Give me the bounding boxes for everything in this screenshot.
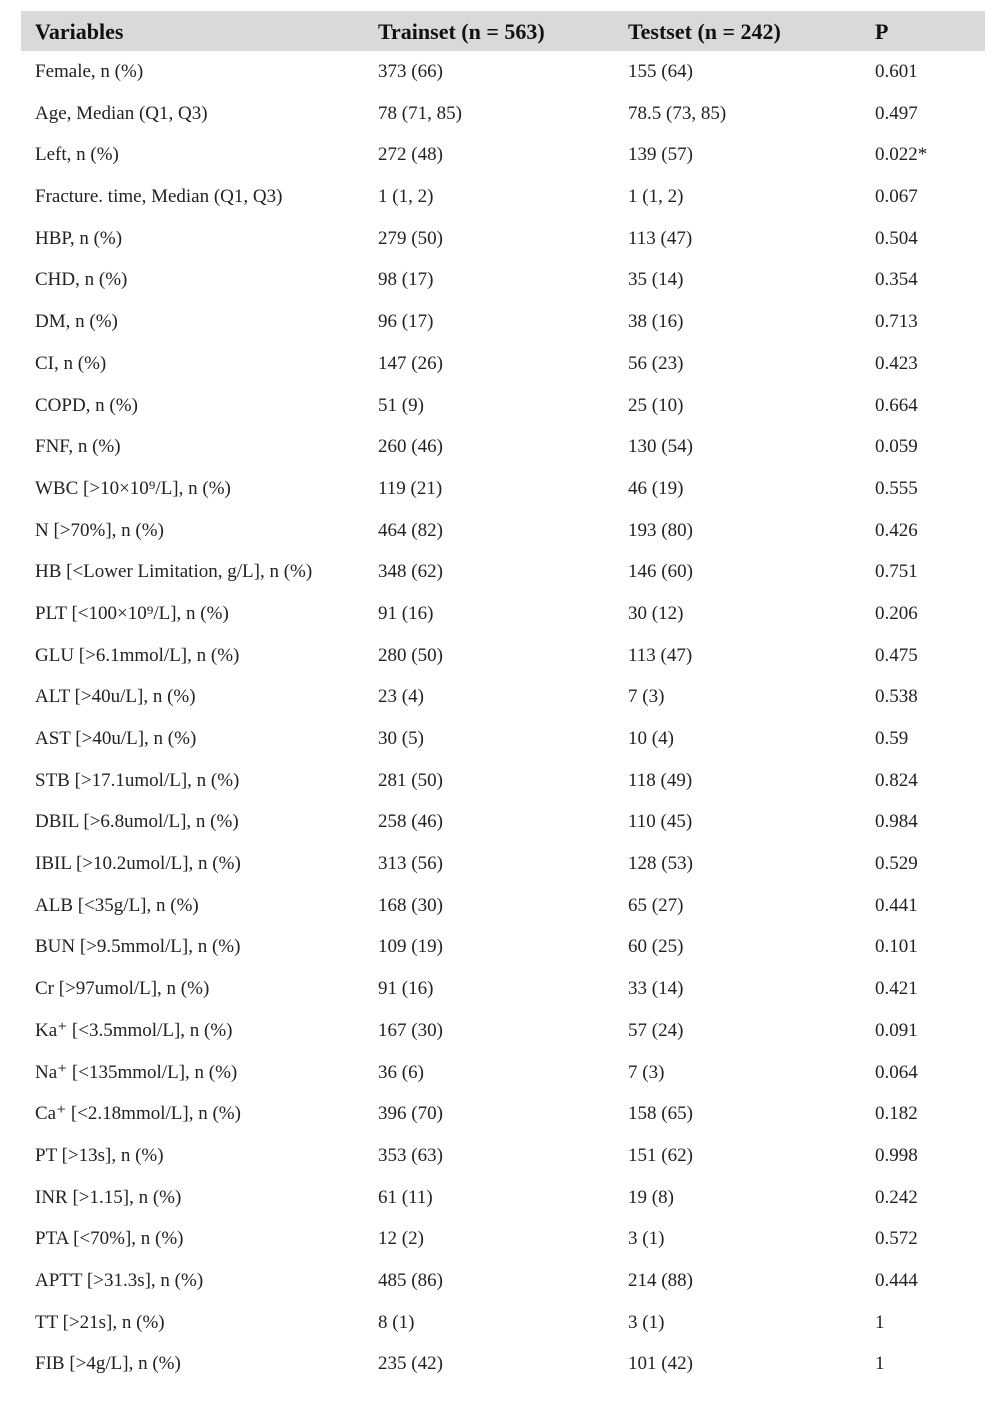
trainset-cell: 30 (5) [378, 728, 424, 749]
trainset-cell: 373 (66) [378, 61, 443, 82]
variable-cell: Female, n (%) [35, 61, 144, 82]
trainset-cell: 258 (46) [378, 811, 443, 833]
p-value-cell: 0.101 [875, 936, 918, 958]
header-p-value: P [875, 19, 889, 44]
p-value-cell: 0.984 [875, 811, 918, 833]
table-row [21, 301, 985, 343]
p-value-cell: 0.59 [875, 728, 909, 749]
p-value-cell: 0.441 [875, 894, 918, 916]
testset-cell: 38 (16) [628, 311, 684, 333]
testset-cell: 10 (4) [628, 728, 674, 749]
testset-cell: 151 (62) [628, 1144, 693, 1166]
header-trainset: Trainset (n = 563) [378, 19, 545, 44]
testset-cell: 46 (19) [628, 477, 684, 499]
p-value-cell: 0.064 [875, 1061, 918, 1083]
trainset-cell: 61 (11) [378, 1186, 433, 1208]
table-row [21, 134, 985, 176]
variable-cell: IBIL [>10.2umol/L], n (%) [35, 853, 241, 875]
testset-cell: 1 (1, 2) [628, 186, 684, 208]
variable-cell: FIB [>4g/L], n (%) [35, 1353, 181, 1375]
trainset-cell: 12 (2) [378, 1228, 424, 1250]
p-value-cell: 0.475 [875, 644, 918, 666]
variable-cell: N [>70%], n (%) [35, 519, 164, 541]
testset-cell: 113 (47) [628, 644, 693, 666]
testset-cell: 25 (10) [628, 394, 684, 416]
testset-cell: 214 (88) [628, 1269, 693, 1291]
p-value-cell: 0.572 [875, 1228, 918, 1250]
variable-cell: ALB [<35g/L], n (%) [35, 894, 199, 916]
header-variables: Variables [35, 19, 124, 44]
table-row [21, 593, 985, 635]
p-value-cell: 0.497 [875, 102, 918, 124]
trainset-cell: 167 (30) [378, 1019, 443, 1041]
variable-cell: DBIL [>6.8umol/L], n (%) [35, 811, 239, 833]
trainset-cell: 313 (56) [378, 853, 443, 875]
variable-cell: GLU [>6.1mmol/L], n (%) [35, 644, 240, 666]
p-value-cell: 0.022* [875, 144, 928, 166]
p-value-cell: 0.421 [875, 978, 918, 1000]
table-row [21, 1052, 985, 1094]
p-value-cell: 0.206 [875, 602, 918, 624]
table-row [21, 1010, 985, 1052]
p-value-cell: 0.664 [875, 394, 918, 416]
testset-cell: 56 (23) [628, 352, 684, 374]
table-row [21, 176, 985, 218]
header-testset: Testset (n = 242) [628, 19, 781, 44]
testset-cell: 130 (54) [628, 436, 693, 458]
table-row [21, 1135, 985, 1177]
trainset-cell: 348 (62) [378, 561, 443, 583]
variable-cell: Ka⁺ [<3.5mmol/L], n (%) [35, 1019, 233, 1041]
testset-cell: 113 (47) [628, 227, 693, 249]
trainset-cell: 260 (46) [378, 436, 443, 458]
testset-cell: 128 (53) [628, 853, 693, 875]
testset-cell: 35 (14) [628, 269, 684, 291]
p-value-cell: 0.423 [875, 352, 918, 374]
p-value-cell: 1 [875, 1311, 885, 1333]
trainset-cell: 91 (16) [378, 602, 434, 624]
variable-cell: Fracture. time, Median (Q1, Q3) [35, 186, 283, 208]
table-row [21, 1260, 985, 1302]
table-row [21, 1177, 985, 1219]
table-row [21, 885, 985, 927]
p-value-cell: 0.529 [875, 853, 918, 875]
table-body [21, 51, 985, 1385]
p-value-cell: 0.601 [875, 61, 918, 82]
p-value-cell: 0.444 [875, 1269, 918, 1291]
table-row [21, 926, 985, 968]
testset-cell: 101 (42) [628, 1353, 693, 1375]
trainset-cell: 279 (50) [378, 227, 443, 249]
trainset-cell: 98 (17) [378, 269, 434, 291]
trainset-cell: 51 (9) [378, 394, 424, 416]
variable-cell: Age, Median (Q1, Q3) [35, 102, 208, 124]
table-row [21, 510, 985, 552]
p-value-cell: 1 [875, 1353, 885, 1375]
table-row [21, 718, 985, 760]
testset-cell: 118 (49) [628, 769, 693, 791]
testset-cell: 19 (8) [628, 1186, 674, 1208]
p-value-cell: 0.067 [875, 186, 918, 208]
trainset-cell: 485 (86) [378, 1269, 443, 1291]
p-value-cell: 0.998 [875, 1144, 918, 1166]
trainset-cell: 280 (50) [378, 644, 443, 666]
trainset-cell: 36 (6) [378, 1061, 424, 1083]
variable-cell: STB [>17.1umol/L], n (%) [35, 769, 240, 791]
testset-cell: 158 (65) [628, 1103, 693, 1125]
table-row [21, 551, 985, 593]
trainset-cell: 396 (70) [378, 1103, 443, 1125]
trainset-cell: 8 (1) [378, 1311, 415, 1333]
table-row [21, 1302, 985, 1344]
p-value-cell: 0.751 [875, 561, 918, 583]
p-value-cell: 0.555 [875, 477, 918, 499]
variable-cell: AST [>40u/L], n (%) [35, 728, 197, 749]
p-value-cell: 0.091 [875, 1019, 918, 1041]
table-row [21, 1218, 985, 1260]
variable-cell: HBP, n (%) [35, 227, 123, 249]
variable-cell: PLT [<100×10⁹/L], n (%) [35, 602, 229, 624]
testset-cell: 3 (1) [628, 1311, 665, 1333]
baseline-characteristics-table [21, 11, 985, 1385]
table-row [21, 968, 985, 1010]
testset-cell: 33 (14) [628, 978, 684, 1000]
testset-cell: 65 (27) [628, 894, 684, 916]
table-header-row [21, 11, 985, 51]
table-row [21, 801, 985, 843]
p-value-cell: 0.242 [875, 1186, 918, 1208]
testset-cell: 7 (3) [628, 1061, 665, 1083]
p-value-cell: 0.182 [875, 1103, 918, 1125]
variable-cell: CHD, n (%) [35, 269, 128, 291]
table-row [21, 1343, 985, 1385]
testset-cell: 139 (57) [628, 144, 693, 166]
table-row [21, 676, 985, 718]
variable-cell: DM, n (%) [35, 311, 118, 333]
trainset-cell: 235 (42) [378, 1353, 443, 1375]
p-value-cell: 0.059 [875, 436, 918, 458]
variable-cell: WBC [>10×10⁹/L], n (%) [35, 477, 231, 499]
variable-cell: PT [>13s], n (%) [35, 1144, 164, 1166]
table-row [21, 218, 985, 260]
variable-cell: APTT [>31.3s], n (%) [35, 1269, 204, 1291]
testset-cell: 193 (80) [628, 519, 693, 541]
trainset-cell: 23 (4) [378, 686, 424, 708]
trainset-cell: 272 (48) [378, 144, 443, 166]
variable-cell: Left, n (%) [35, 144, 119, 166]
testset-cell: 110 (45) [628, 811, 693, 833]
p-value-cell: 0.538 [875, 686, 918, 708]
table-row [21, 760, 985, 802]
p-value-cell: 0.354 [875, 269, 918, 291]
trainset-cell: 91 (16) [378, 978, 434, 1000]
trainset-cell: 147 (26) [378, 352, 443, 374]
variable-cell: INR [>1.15], n (%) [35, 1186, 182, 1208]
variable-cell: TT [>21s], n (%) [35, 1311, 165, 1333]
testset-cell: 60 (25) [628, 936, 684, 958]
p-value-cell: 0.824 [875, 769, 918, 791]
variable-cell: FNF, n (%) [35, 436, 121, 458]
testset-cell: 78.5 (73, 85) [628, 102, 727, 124]
trainset-cell: 281 (50) [378, 769, 443, 791]
table-row [21, 635, 985, 677]
variable-cell: CI, n (%) [35, 352, 107, 374]
p-value-cell: 0.426 [875, 519, 918, 541]
variable-cell: Na⁺ [<135mmol/L], n (%) [35, 1061, 238, 1083]
trainset-cell: 119 (21) [378, 477, 443, 499]
table-row [21, 259, 985, 301]
testset-cell: 3 (1) [628, 1228, 665, 1250]
table-row [21, 93, 985, 135]
table-row [21, 1093, 985, 1135]
variable-cell: Cr [>97umol/L], n (%) [35, 978, 210, 1000]
p-value-cell: 0.713 [875, 311, 918, 333]
p-value-cell: 0.504 [875, 227, 918, 249]
trainset-cell: 78 (71, 85) [378, 102, 462, 124]
variable-cell: BUN [>9.5mmol/L], n (%) [35, 936, 241, 958]
testset-cell: 155 (64) [628, 61, 693, 82]
trainset-cell: 353 (63) [378, 1144, 443, 1166]
trainset-cell: 1 (1, 2) [378, 186, 434, 208]
table-row [21, 426, 985, 468]
variable-cell: COPD, n (%) [35, 394, 138, 416]
trainset-cell: 96 (17) [378, 311, 434, 333]
table-row [21, 51, 985, 93]
variable-cell: HB [<Lower Limitation, g/L], n (%) [35, 561, 313, 583]
trainset-cell: 464 (82) [378, 519, 443, 541]
trainset-cell: 109 (19) [378, 936, 443, 958]
testset-cell: 30 (12) [628, 602, 684, 624]
variable-cell: Ca⁺ [<2.18mmol/L], n (%) [35, 1103, 241, 1125]
table-row [21, 468, 985, 510]
table-row [21, 843, 985, 885]
testset-cell: 57 (24) [628, 1019, 684, 1041]
testset-cell: 7 (3) [628, 686, 665, 708]
table-row [21, 385, 985, 427]
table-row [21, 343, 985, 385]
variable-cell: ALT [>40u/L], n (%) [35, 686, 196, 708]
variable-cell: PTA [<70%], n (%) [35, 1228, 184, 1250]
trainset-cell: 168 (30) [378, 894, 443, 916]
testset-cell: 146 (60) [628, 561, 693, 583]
